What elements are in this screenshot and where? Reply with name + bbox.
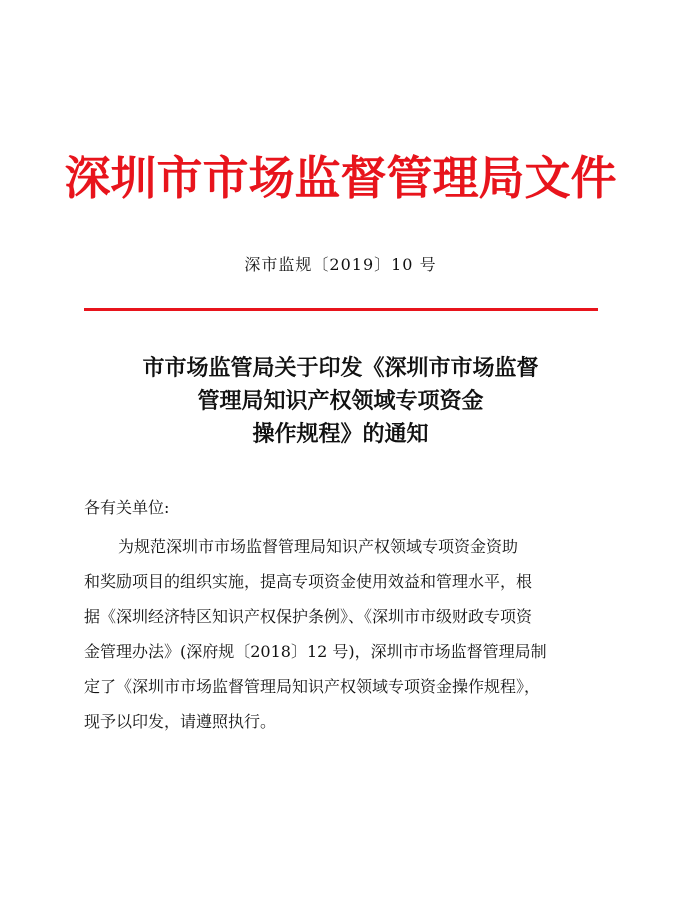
document-number: 深市监规〔2019〕10 号	[244, 255, 437, 274]
red-divider-line	[84, 308, 598, 311]
body-line-5: 定了《深圳市市场监督管理局知识产权领域专项资金操作规程》，	[84, 677, 541, 696]
notice-title-line-3: 操作规程》的通知	[252, 421, 429, 447]
notice-title-line-2: 管理局知识产权领域专项资金	[197, 388, 484, 414]
body-line-4: 金管理办法》(深府规〔2018〕12 号)，深圳市市场监督管理局制	[84, 642, 547, 661]
body-paragraph	[84, 529, 600, 739]
salutation: 各有关单位:	[84, 498, 170, 517]
document-header-title: 深圳市市场监督管理局文件	[64, 151, 617, 205]
notice-title-line-1: 市市场监管局关于印发《深圳市市场监督	[142, 355, 539, 381]
notice-title	[0, 352, 681, 451]
body-line-6: 现予以印发，请遵照执行。	[84, 712, 277, 731]
body-line-3: 据《深圳经济特区知识产权保护条例》、《深圳市市级财政专项资	[84, 607, 533, 626]
body-line-1: 为规范深圳市市场监督管理局知识产权领域专项资金资助	[118, 537, 519, 556]
body-line-2: 和奖励项目的组织实施，提高专项资金使用效益和管理水平，根	[84, 572, 533, 591]
